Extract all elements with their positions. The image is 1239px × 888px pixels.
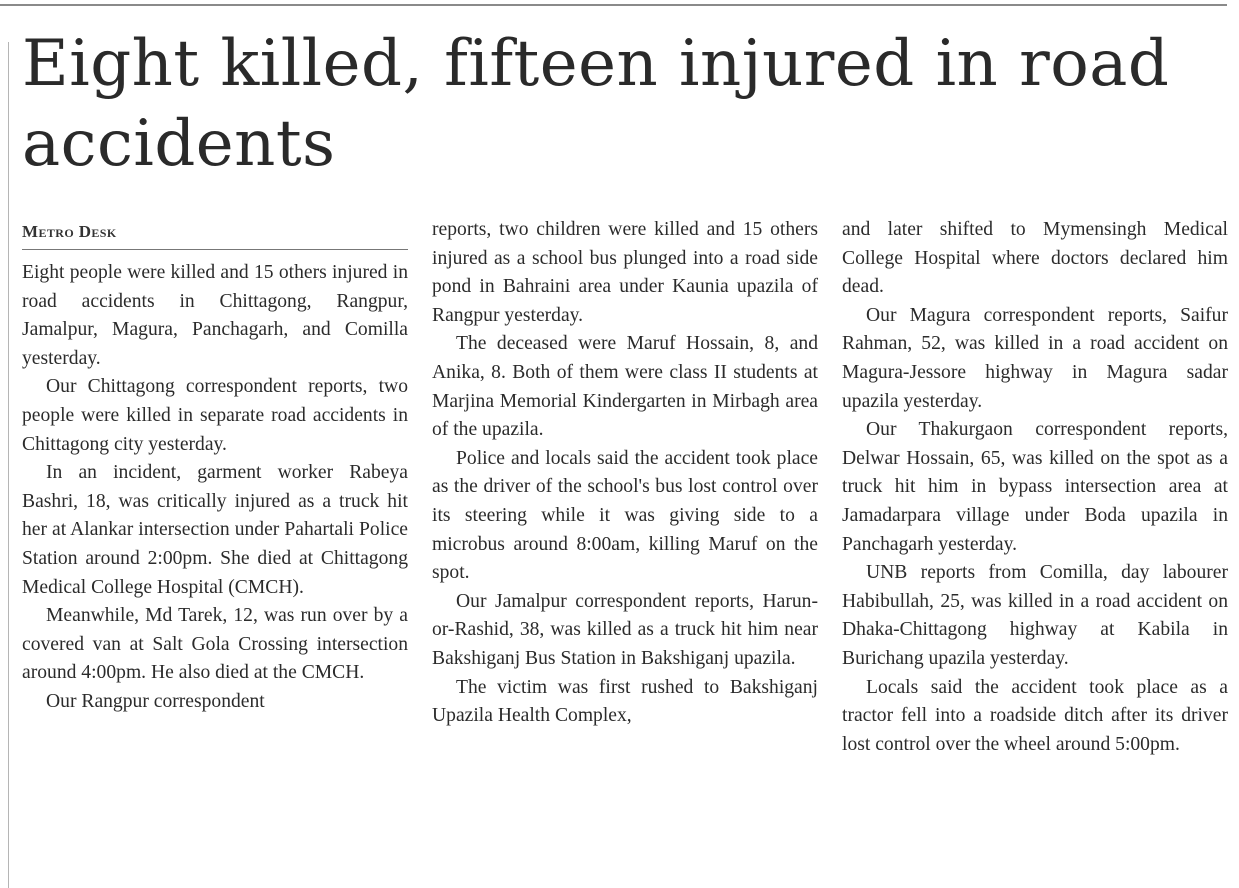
paragraph: Our Thakurgaon correspondent reports, Delwar Hossain, 65, was killed on the spot as a truck hit him in bypass intersection area at Jamadarpara village under Boda upazila in Panchagarh yesterday. [842, 419, 1228, 555]
article-column-1 [22, 259, 408, 717]
paragraph: Our Magura correspondent reports, Saifur Rahman, 52, was killed in a road accident on Magura-Jessore highway in Magura sadar upazila yesterday. [842, 304, 1228, 412]
top-rule [0, 4, 1227, 6]
paragraph: Our Rangpur correspondent [46, 690, 265, 712]
paragraph: Eight people were killed and 15 others injured in road accidents in Chittagong, Rangpur, Jamalpur, Magura, Panchagarh, and Comilla yesterday. [22, 262, 408, 369]
paragraph: Police and locals said the accident took place as the driver of the school's bus lost control over its steering while it was giving side to a microbus around 8:00am, killing Maruf on the spot. [432, 447, 818, 584]
paragraph: UNB reports from Comilla, day labourer Habibullah, 25, was killed in a road accident on Dhaka-Chittagong highway at Kabila in Burichang upazila yesterday. [842, 562, 1228, 669]
paragraph: and later shifted to Mymensingh Medical College Hospital where doctors declared him dead. [842, 219, 1228, 298]
left-column-rule [8, 42, 9, 888]
article-column-3 [842, 216, 1228, 759]
paragraph: Our Jamalpur correspondent reports, Harun-or-Rashid, 38, was killed as a truck hit him near Bakshiganj Bus Station in Bakshiganj upazila. [432, 590, 818, 669]
paragraph: Our Chittagong correspondent reports, two people were killed in separate road accidents in Chittagong city yesterday. [22, 376, 408, 455]
paragraph: The victim was first rushed to Bakshiganj Upazila Health Complex, [432, 676, 818, 727]
byline-text: Metro Desk [22, 222, 117, 241]
byline [22, 222, 408, 250]
paragraph: Locals said the accident took place as a tractor fell into a roadside ditch after its driver lost control over the wheel around 5:00pm. [842, 676, 1228, 755]
paragraph: In an incident, garment worker Rabeya Bashri, 18, was critically injured as a truck hit her at Alankar intersection under Pahartali Police Station around 2:00pm. She died at Chittagong Medical College Hospital (CMCH). [22, 462, 408, 598]
paragraph: The deceased were Maruf Hossain, 8, and Anika, 8. Both of them were class II students at Marjina Memorial Kindergarten in Mirbagh area of the upazila. [432, 333, 818, 441]
paragraph: Meanwhile, Md Tarek, 12, was run over by a covered van at Salt Gola Crossing intersection around 4:00pm. He also died at the CMCH. [22, 605, 408, 684]
headline: Eight killed, fifteen injured in road accidents [22, 27, 1170, 181]
paragraph: reports, two children were killed and 15 others injured as a school bus plunged into a road side pond in Bahraini area under Kaunia upazila of Rangpur yesterday. [432, 219, 818, 326]
article-column-2 [432, 216, 818, 731]
